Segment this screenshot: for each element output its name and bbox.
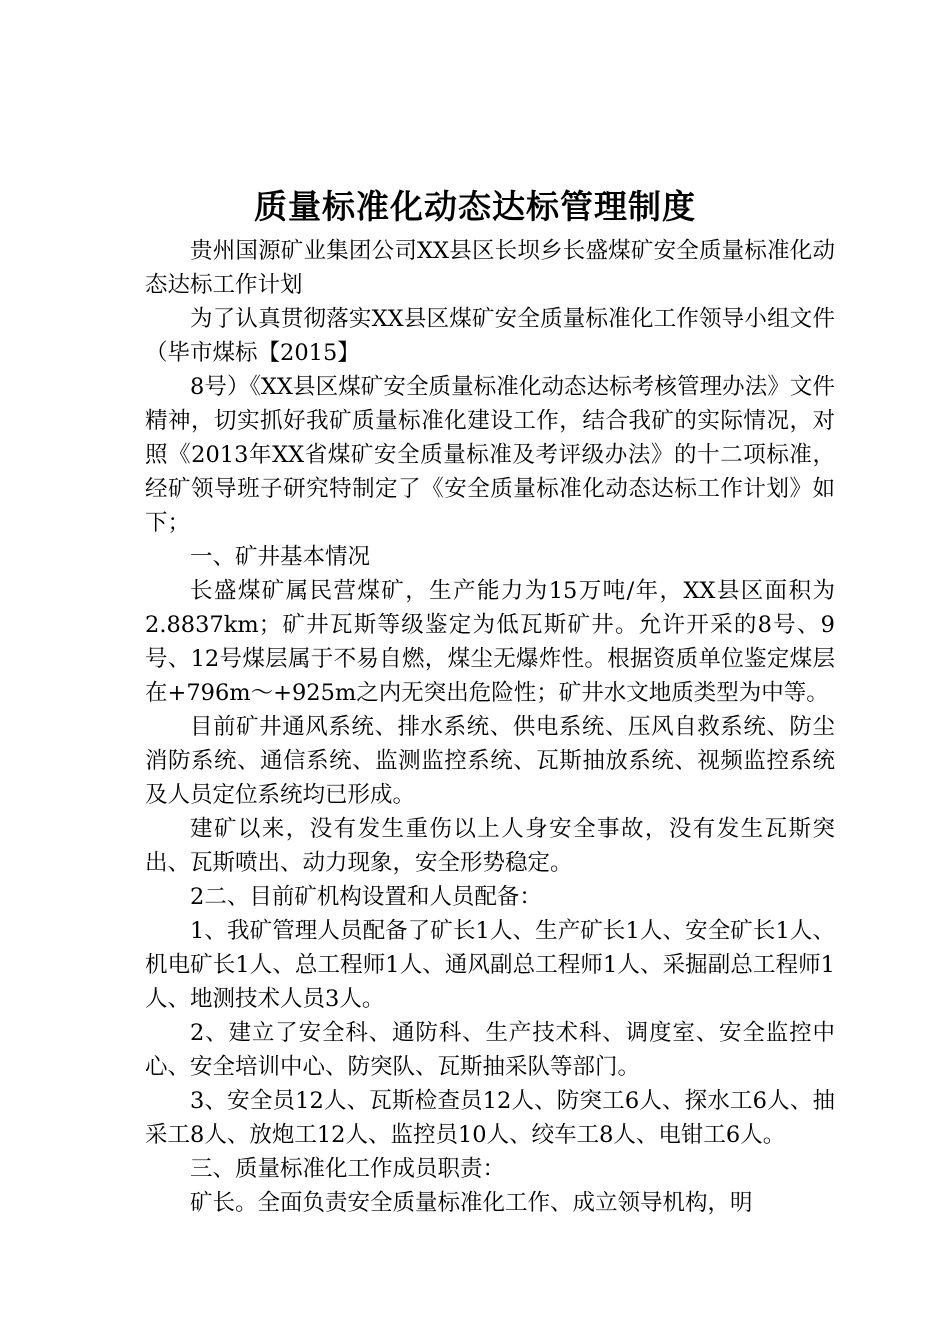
section-heading-responsibilities: 三、质量标准化工作成员职责： bbox=[190, 1156, 506, 1182]
paragraph-departments: 2、建立了安全科、通防科、生产技术科、调度室、安全监控中心、安全培训中心、防突队、瓦斯抽采队等部门。 bbox=[145, 1020, 835, 1080]
section-heading-organization: 2二、目前矿机构设置和人员配备： bbox=[190, 884, 542, 910]
paragraph-management-staff: 1、我矿管理人员配备了矿长1人、生产矿长1人、安全矿长1人、机电矿长1人、总工程师1人、通风副总工程师1人、采掘副总工程师1人、地测技术人员3人。 bbox=[145, 918, 835, 1012]
paragraph-systems: 目前矿井通风系统、排水系统、供电系统、压风自救系统、防尘消防系统、通信系统、监测监控系统、瓦斯抽放系统、视频监控系统及人员定位系统均已形成。 bbox=[145, 714, 835, 808]
paragraph-intro: 为了认真贯彻落实XX县区煤矿安全质量标准化工作领导小组文件（毕市煤标【2015】 bbox=[145, 306, 835, 366]
paragraph-workers: 3、安全员12人、瓦斯检查员12人、防突工6人、探水工6人、抽采工8人、放炮工12人、监控员10人、绞车工8人、电钳工6人。 bbox=[145, 1088, 835, 1148]
paragraph-intro-continued: 8号）《XX县区煤矿安全质量标准化动态达标考核管理办法》文件精神，切实抓好我矿质量标准化建设工作，结合我矿的实际情况，对照《2013年XX省煤矿安全质量标准及考评级办法》的十二项标准，经矿领导班子研究特制定了《安全质量标准化动态达标工作计划》如下； bbox=[145, 374, 835, 536]
paragraph-safety-record: 建矿以来，没有发生重伤以上人身安全事故，没有发生瓦斯突出、瓦斯喷出、动力现象，安全形势稳定。 bbox=[145, 816, 835, 876]
section-heading-mine-overview: 一、矿井基本情况 bbox=[190, 544, 371, 570]
paragraph-mine-manager: 矿长。全面负责安全质量标准化工作、成立领导机构，明 bbox=[190, 1190, 753, 1216]
paragraph-plan-heading: 贵州国源矿业集团公司XX县区长坝乡长盛煤矿安全质量标准化动态达标工作计划 bbox=[145, 238, 835, 298]
document-body bbox=[145, 234, 835, 1220]
paragraph-mine-overview: 长盛煤矿属民营煤矿，生产能力为15万吨/年，XX县区面积为2.8837km；矿井瓦斯等级鉴定为低瓦斯矿井。允许开采的8号、9号、12号煤层属于不易自燃，煤尘无爆炸性。根据资质单位鉴定煤层在+796m～+925m之内无突出危险性；矿井水文地质类型为中等。 bbox=[145, 578, 835, 706]
document-title: 质量标准化动态达标管理制度 bbox=[254, 187, 696, 226]
